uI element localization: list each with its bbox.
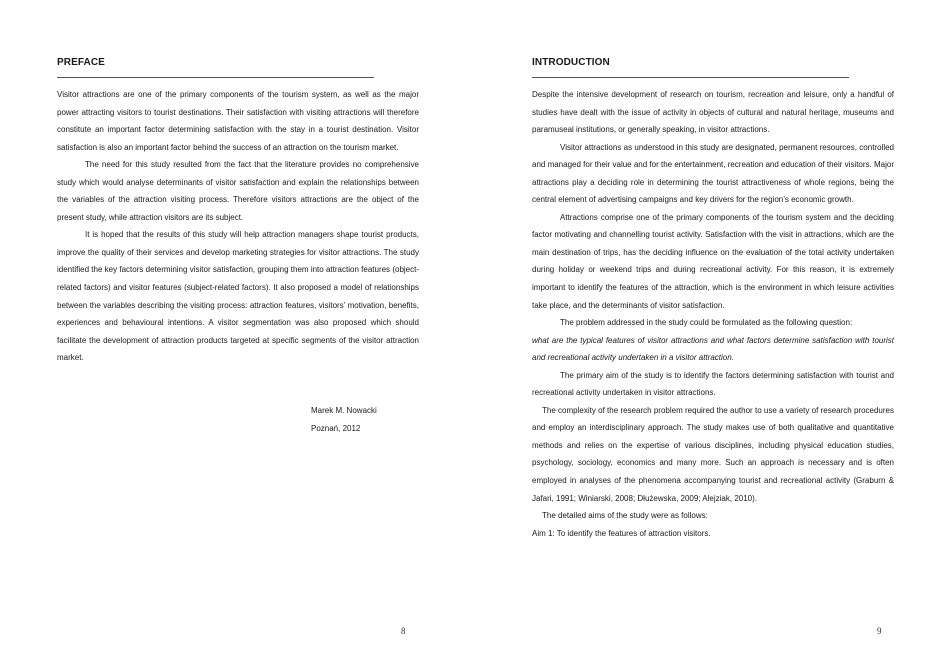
research-question: what are the typical features of visitor attractions and what factors determine satisfaction with tourist and recreational activity undertaken in a visitor attraction. <box>532 335 894 363</box>
paragraph: Visitor attractions are one of the primary components of the tourism system, as well as the major power attracting visitors to tourist destinations. Their satisfaction with visiting attractions will therefore constitute an important factor determining satisfaction with the stay in a tourist destination. Visitor satisfaction is also an important factor behind the success of an attraction on the tourism market. <box>57 90 419 152</box>
paragraph: The complexity of the research problem required the author to use a variety of research procedures and employ an interdisciplinary approach. The study makes use of both qualitative and quantitative methods and relies on the expertise of various disciplines, including physical education studies, psychology, sociology, economics and many more. Such an approach is necessary and is often employed in analyses of the phenomena accompanying tourist and recreational activity (Graburn & Jafari, 1991; Winiarski, 2008; Dłużewska, 2009; Alejziak, 2010). <box>532 405 894 503</box>
heading-rule <box>57 77 374 78</box>
paragraph: Attractions comprise one of the primary components of the tourism system and the deciding factor motivating and channelling tourist activity. Satisfaction with the visit in attractions, which are the main destination of trips, has the deciding influence on the evaluation of the total activity undertaken during holiday or weekend trips and during recreational activity. For this reason, it is extremely important to identify the features of the attraction, which is the environment in which leisure activities take place, and the determinants of visitor satisfaction. <box>532 212 894 310</box>
paragraph: The need for this study resulted from the fact that the literature provides no comprehensive study which would analyse determinants of visitor satisfaction and explain the relationships between the variables of the attraction visiting process. Therefore visitors attractions are the object of the present study, while attraction visitors are its subject. <box>57 160 419 222</box>
page-heading: PREFACE <box>57 57 105 68</box>
paragraph: Despite the intensive development of research on tourism, recreation and leisure, only a handful of studies have dealt with the issue of activity in objects of cultural and natural heritage, museums and paramuseal institutions, or generally speaking, in visitor attractions. <box>532 90 894 135</box>
paragraph: Visitor attractions as understood in this study are designated, permanent resources, controlled and managed for their value and for the entertainment, recreation and education of their visitors. Major attractions play a deciding role in determining the tourist attractiveness of whole regions, being the central element of advertising campaigns and key drivers for the region’s economic growth. <box>532 142 894 205</box>
paragraph: The detailed aims of the study were as follows: <box>542 511 708 521</box>
page-body <box>532 86 894 542</box>
page-heading: INTRODUCTION <box>532 57 610 68</box>
right-page <box>532 0 894 672</box>
place-date: Poznań, 2012 <box>311 424 361 433</box>
left-page <box>57 0 419 672</box>
paragraph: The primary aim of the study is to identify the factors determining satisfaction with tourist and recreational activity undertaken in visitor attractions. <box>532 370 894 398</box>
page-number: 9 <box>877 626 882 636</box>
paragraph: It is hoped that the results of this study will help attraction managers shape tourist products, improve the quality of their services and develop marketing strategies for visitor attractions. The study identified the key factors determining visitor satisfaction, grouping them into attraction features (object-related factors) and visitor features (subject-related factors). It also proposed a model of relationships between the variables describing the visiting process: attraction features, visitors’ motivation, benefits, experiences and behavioural intentions. A visitor segmentation was also proposed which should facilitate the development of attraction products targeted at specific segments of the visitor attraction market. <box>57 230 419 363</box>
heading-rule <box>532 77 849 78</box>
page-number: 8 <box>401 626 406 636</box>
paragraph: Aim 1: To identify the features of attraction visitors. <box>532 528 711 538</box>
page-body <box>57 86 419 367</box>
paragraph: The problem addressed in the study could be formulated as the following question: <box>560 318 853 328</box>
author-name: Marek M. Nowacki <box>311 406 377 415</box>
